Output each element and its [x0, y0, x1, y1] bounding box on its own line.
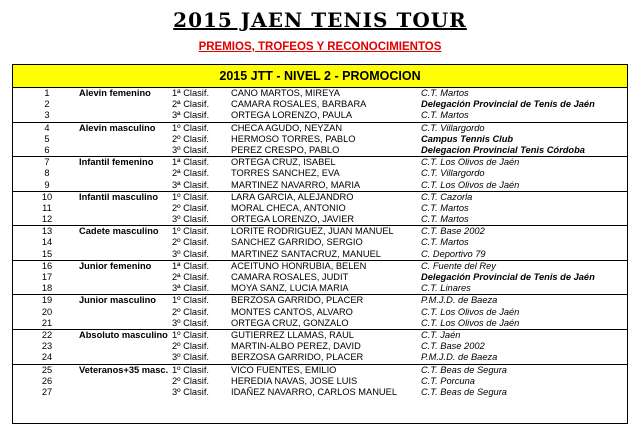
table-row: [13, 180, 627, 191]
club-name: C.T. Jaén: [421, 329, 461, 340]
category-group: [13, 157, 627, 192]
row-number: 23: [41, 341, 53, 352]
category-group: [13, 295, 627, 330]
table-row: [13, 237, 627, 248]
table-row: [13, 168, 627, 179]
row-number: 3: [44, 110, 50, 121]
row-number: 16: [41, 260, 53, 271]
player-name: ORTEGA CRUZ, ISABEL: [231, 157, 336, 168]
row-number: 25: [41, 364, 53, 375]
category-label: Junior masculino: [79, 295, 156, 306]
club-name: C.T. Martos: [421, 202, 469, 213]
category-label: Absoluto masculino: [79, 329, 168, 340]
club-name: C.T. Beas de Segura: [421, 364, 507, 375]
classification-label: 1º Clasif.: [172, 122, 209, 133]
category-label: Veteranos+35 masc.: [79, 364, 169, 375]
row-number: 10: [41, 191, 53, 202]
player-name: MONTES CANTOS, ALVARO: [231, 306, 353, 317]
club-name: Delegación Provincial de Tenis de Jaén: [421, 272, 595, 282]
document-title: 2015 JAEN TENIS TOUR: [173, 8, 467, 32]
category-label: Alevin masculino: [79, 122, 156, 133]
classification-label: 2º Clasif.: [172, 375, 209, 386]
row-number: 15: [41, 248, 53, 259]
classification-label: 3º Clasif.: [172, 214, 209, 225]
classification-label: 3º Clasif.: [172, 144, 209, 155]
category-group: [13, 192, 627, 227]
player-name: BERZOSA GARRIDO, PLACER: [231, 295, 364, 306]
player-name: CANO MARTOS, MIREYA: [231, 88, 340, 98]
category-group: [13, 123, 627, 158]
club-name: C.T. Martos: [421, 214, 469, 225]
player-name: BERZOSA GARRIDO, PLACER: [231, 352, 364, 363]
player-name: VICO FUENTES, EMILIO: [231, 364, 337, 375]
row-number: 26: [41, 375, 53, 386]
player-name: GUTIERREZ LLAMAS, RAUL: [231, 329, 354, 340]
table-row: [13, 283, 627, 294]
table-row: [13, 110, 627, 121]
club-name: C.T. Los Olivos de Jaén: [421, 306, 520, 317]
player-name: ORTEGA LORENZO, PAULA: [231, 110, 353, 121]
row-number: 14: [41, 237, 53, 248]
table-heading: 2015 JTT - NIVEL 2 - PROMOCION: [13, 65, 627, 88]
club-name: Campus Tennis Club: [421, 133, 514, 144]
table-row: [13, 341, 627, 352]
classification-label: 3º Clasif.: [172, 248, 209, 259]
table-row: [13, 88, 627, 99]
category-group: [13, 261, 627, 296]
row-number: 20: [41, 306, 53, 317]
club-name: C.T. Base 2002: [421, 226, 485, 237]
row-number: 22: [41, 329, 53, 340]
classification-label: 2ª Clasif.: [172, 99, 210, 110]
club-name: C.T. Los Olivos de Jaén: [421, 179, 520, 190]
club-name: C.T. Porcuna: [421, 375, 475, 386]
table-row: [13, 387, 627, 398]
table-row: [13, 352, 627, 363]
classification-label: 2º Clasif.: [172, 202, 209, 213]
table-row: [13, 226, 627, 237]
table-row: [13, 318, 627, 329]
category-group: [13, 88, 627, 123]
classification-label: 1º Clasif.: [172, 226, 209, 237]
classification-label: 1ª Clasif.: [172, 260, 210, 271]
row-number: 27: [41, 386, 53, 397]
category-label: Alevin femenino: [79, 88, 151, 98]
row-number: 11: [42, 202, 52, 213]
player-name: PEREZ CRESPO, PABLO: [231, 144, 340, 155]
player-name: MARTIN-ALBO PEREZ, DAVID: [231, 341, 361, 352]
row-number: 13: [41, 226, 53, 237]
classification-label: 3º Clasif.: [172, 386, 209, 397]
table-row: [13, 192, 627, 203]
table-row: [13, 295, 627, 306]
category-label: Cadete masculino: [79, 226, 159, 237]
row-number: 8: [44, 168, 50, 179]
club-name: Delegacion Provincial Tenis Córdoba: [421, 144, 585, 155]
player-name: SANCHEZ GARRIDO, SERGIO: [231, 237, 363, 248]
player-name: TORRES SANCHEZ, EVA: [231, 168, 340, 179]
row-number: 5: [44, 133, 50, 144]
club-name: C.T. Base 2002: [421, 341, 485, 352]
classification-label: 3ª Clasif.: [172, 283, 210, 294]
club-name: C.T. Cazorla: [421, 191, 473, 202]
table-row: [13, 365, 627, 376]
classification-label: 1º Clasif.: [172, 329, 209, 340]
row-number: 19: [41, 295, 53, 306]
category-group: [13, 330, 627, 365]
category-label: Infantil femenino: [79, 157, 154, 168]
club-name: C.T. Linares: [421, 283, 471, 294]
player-name: IDAÑEZ NAVARRO, CARLOS MANUEL: [231, 386, 397, 397]
table-row: [13, 99, 627, 110]
classification-label: 3º Clasif.: [172, 352, 209, 363]
table-row: [13, 157, 627, 168]
club-name: C.T. Martos: [421, 110, 469, 121]
row-number: 6: [44, 144, 50, 155]
classification-label: 2ª Clasif.: [172, 168, 210, 179]
classification-label: 2º Clasif.: [172, 237, 209, 248]
player-name: CHECA AGUDO, NEYZAN: [231, 122, 343, 133]
row-number: 21: [41, 317, 53, 328]
classification-label: 1º Clasif.: [172, 295, 209, 306]
table-row: [13, 330, 627, 341]
classification-label: 2ª Clasif.: [172, 272, 210, 282]
awards-table: [12, 64, 628, 424]
table-row: [13, 376, 627, 387]
category-label: Junior femenino: [79, 260, 152, 271]
table-row: [13, 203, 627, 214]
player-name: ACEITUNO HONRUBIA, BELEN: [231, 260, 367, 271]
classification-label: 2º Clasif.: [172, 306, 209, 317]
classification-label: 3ª Clasif.: [172, 179, 210, 190]
table-row: [13, 145, 627, 156]
table-row: [13, 261, 627, 272]
table-row: [13, 307, 627, 318]
club-name: P.M.J.D. de Baeza: [421, 352, 498, 363]
club-name: P.M.J.D. de Baeza: [421, 295, 498, 306]
table-row: [13, 123, 627, 134]
club-name: C.T. Beas de Segura: [421, 386, 507, 397]
player-name: LORITE RODRIGUEZ, JUAN MANUEL: [231, 226, 394, 237]
club-name: C.T. Villargordo: [421, 122, 485, 133]
row-number: 18: [41, 283, 53, 294]
row-number: 1: [44, 88, 50, 98]
club-name: C. Fuente del Rey: [421, 260, 496, 271]
table-row: [13, 134, 627, 145]
document-subtitle: PREMIOS, TROFEOS Y RECONOCIMIENTOS: [198, 41, 442, 53]
classification-label: 1ª Clasif.: [172, 88, 210, 98]
row-number: 4: [44, 122, 50, 133]
row-number: 2: [44, 99, 50, 110]
player-name: ORTEGA LORENZO, JAVIER: [231, 214, 355, 225]
player-name: MORAL CHECA, ANTONIO: [231, 202, 346, 213]
club-name: Delegación Provincial de Tenis de Jaén: [421, 99, 595, 110]
category-group: [13, 226, 627, 261]
classification-label: 2º Clasif.: [172, 341, 209, 352]
classification-label: 3º Clasif.: [172, 317, 209, 328]
row-number: 24: [41, 352, 53, 363]
club-name: C. Deportivo 79: [421, 248, 486, 259]
club-name: C.T. Martos: [421, 88, 469, 98]
table-row: [13, 272, 627, 283]
category-group: [13, 365, 627, 399]
category-label: Infantil masculino: [79, 191, 159, 202]
row-number: 17: [41, 272, 53, 282]
classification-label: 2º Clasif.: [172, 133, 209, 144]
player-name: MARTINEZ NAVARRO, MARIA: [231, 179, 361, 190]
player-name: LARA GARCIA, ALEJANDRO: [231, 191, 354, 202]
player-name: HERMOSO TORRES, PABLO: [231, 133, 356, 144]
player-name: MOYA SANZ, LUCIA MARIA: [231, 283, 349, 294]
club-name: C.T. Villargordo: [421, 168, 485, 179]
table-body: [13, 88, 627, 398]
club-name: C.T. Los Olivos de Jaén: [421, 157, 520, 168]
player-name: HEREDIA NAVAS, JOSE LUIS: [231, 375, 358, 386]
club-name: C.T. Los Olivos de Jaén: [421, 317, 520, 328]
player-name: CAMARA ROSALES, BARBARA: [231, 99, 367, 110]
player-name: MARTINEZ SANTACRUZ, MANUEL: [231, 248, 381, 259]
classification-label: 1º Clasif.: [172, 364, 209, 375]
player-name: CAMARA ROSALES, JUDIT: [231, 272, 349, 282]
row-number: 9: [44, 179, 50, 190]
table-row: [13, 214, 627, 225]
classification-label: 1ª Clasif.: [172, 157, 210, 168]
classification-label: 3ª Clasif.: [172, 110, 210, 121]
player-name: ORTEGA CRUZ, GONZALO: [231, 317, 349, 328]
classification-label: 1º Clasif.: [172, 191, 209, 202]
club-name: C.T. Martos: [421, 237, 469, 248]
row-number: 7: [44, 157, 50, 168]
table-row: [13, 249, 627, 260]
row-number: 12: [41, 214, 53, 225]
